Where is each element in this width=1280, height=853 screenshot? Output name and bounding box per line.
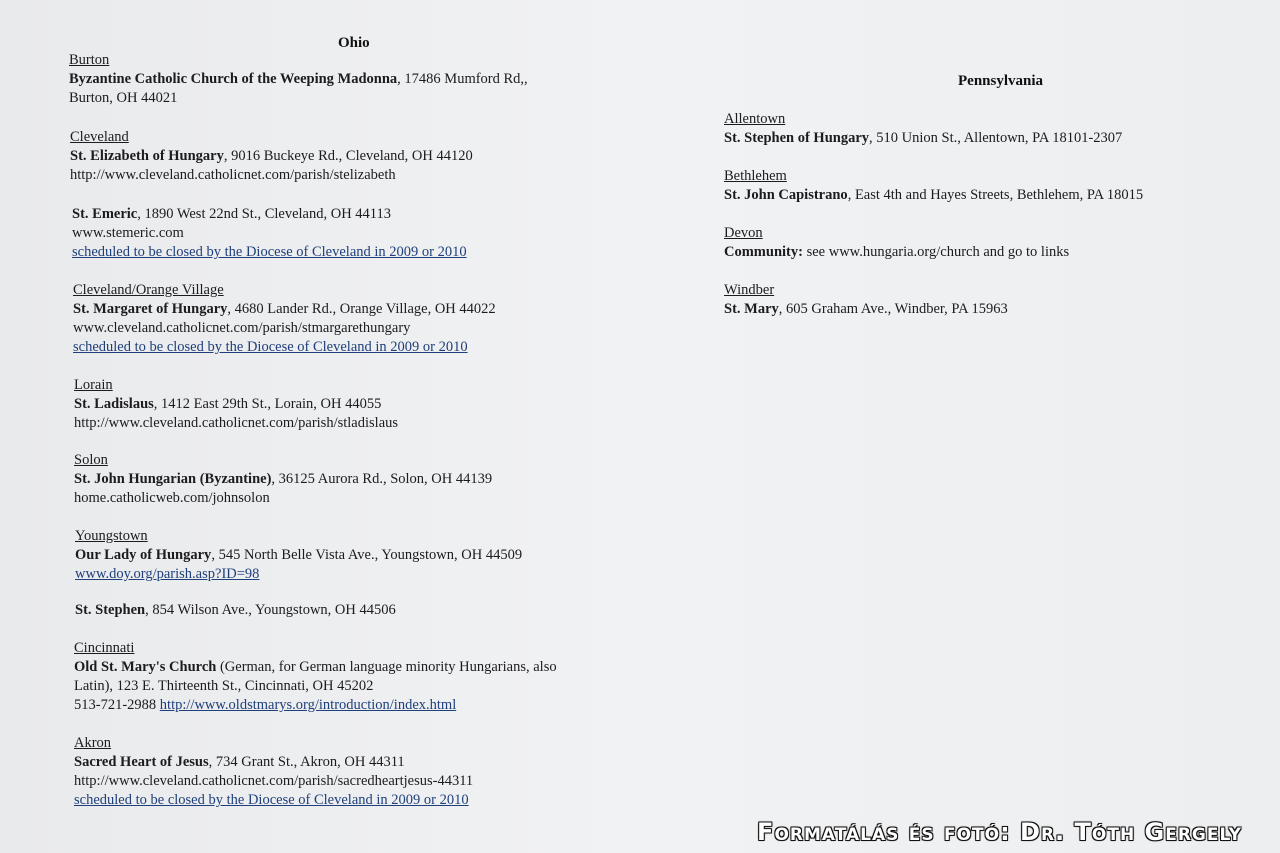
url-margaret: www.cleveland.catholicnet.com/parish/stmargarethungary bbox=[73, 320, 411, 336]
entry-cincinnati bbox=[74, 639, 557, 715]
city-solon: Solon bbox=[74, 452, 108, 468]
entry-cleveland-emeric bbox=[72, 205, 467, 262]
address-stephen-allentown: , 510 Union St., Allentown, PA 18101-2307 bbox=[869, 130, 1123, 146]
address-our-lady: , 545 North Belle Vista Ave., Youngstown, OH 44509 bbox=[211, 547, 523, 563]
phone-old-st-marys: 513-721-2988 bbox=[74, 697, 160, 713]
church-name-elizabeth: St. Elizabeth of Hungary bbox=[70, 148, 224, 164]
address-stephen-youngstown: , 854 Wilson Ave., Youngstown, OH 44506 bbox=[145, 602, 396, 618]
church-name-capistrano: St. John Capistrano bbox=[724, 187, 848, 203]
church-name-our-lady: Our Lady of Hungary bbox=[75, 547, 212, 563]
pennsylvania-heading: Pennsylvania bbox=[958, 73, 1044, 89]
church-name-burton: Byzantine Catholic Church of the Weeping Madonna bbox=[69, 71, 398, 87]
entry-allentown bbox=[724, 110, 1122, 148]
city-orange-village: Cleveland/Orange Village bbox=[73, 282, 224, 298]
address-margaret: , 4680 Lander Rd., Orange Village, OH 44022 bbox=[227, 301, 496, 317]
address-st-mary-windber: , 605 Graham Ave., Windber, PA 15963 bbox=[778, 301, 1008, 317]
address-emeric: , 1890 West 22nd St., Cleveland, OH 44113 bbox=[137, 206, 392, 222]
address-ladislaus: , 1412 East 29th St., Lorain, OH 44055 bbox=[153, 396, 382, 412]
church-name-st-mary-windber: St. Mary bbox=[724, 301, 779, 317]
entry-burton bbox=[69, 51, 528, 108]
church-name-stephen-youngstown: St. Stephen bbox=[75, 602, 146, 618]
church-name-emeric: St. Emeric bbox=[72, 206, 138, 222]
city-burton: Burton bbox=[69, 52, 110, 68]
address-old-st-marys: (German, for German language minority Hungarians, also bbox=[216, 659, 557, 675]
church-name-margaret: St. Margaret of Hungary bbox=[73, 301, 228, 317]
entry-youngstown-stephen bbox=[75, 601, 396, 620]
city-allentown: Allentown bbox=[724, 111, 786, 127]
address-burton: , 17486 Mumford Rd,, bbox=[397, 71, 528, 87]
church-name-ladislaus: St. Ladislaus bbox=[74, 396, 154, 412]
url-elizabeth: http://www.cleveland.catholicnet.com/parish/stelizabeth bbox=[70, 167, 396, 183]
church-name-sacred-heart: Sacred Heart of Jesus bbox=[74, 754, 209, 770]
entry-devon bbox=[724, 224, 1069, 262]
address-old-st-marys-line2: Latin), 123 E. Thirteenth St., Cincinnati, OH 45202 bbox=[74, 678, 374, 694]
url-ladislaus: http://www.cleveland.catholicnet.com/parish/stladislaus bbox=[74, 415, 399, 431]
entry-youngstown-lady bbox=[75, 527, 522, 584]
closure-note-margaret[interactable]: scheduled to be closed by the Diocese of Cleveland in 2009 or 2010 bbox=[73, 339, 468, 355]
city-devon: Devon bbox=[724, 225, 763, 241]
entry-akron bbox=[74, 734, 473, 810]
address-sacred-heart: , 734 Grant St., Akron, OH 44311 bbox=[208, 754, 405, 770]
city-akron: Akron bbox=[74, 735, 112, 751]
community-label-devon: Community: bbox=[724, 244, 803, 260]
address-capistrano: , East 4th and Hayes Streets, Bethlehem, PA 18015 bbox=[847, 187, 1144, 203]
address-elizabeth: , 9016 Buckeye Rd., Cleveland, OH 44120 bbox=[223, 148, 473, 164]
community-text-devon: see www.hungaria.org/church and go to links bbox=[802, 244, 1070, 260]
ohio-heading: Ohio bbox=[338, 35, 370, 51]
church-name-john-solon: St. John Hungarian (Byzantine) bbox=[74, 471, 272, 487]
closure-note-sacred-heart[interactable]: scheduled to be closed by the Diocese of Cleveland in 2009 or 2010 bbox=[74, 792, 469, 808]
entry-windber bbox=[724, 281, 1008, 319]
url-our-lady[interactable]: www.doy.org/parish.asp?ID=98 bbox=[75, 566, 260, 582]
entry-bethlehem bbox=[724, 167, 1143, 205]
church-name-old-st-marys: Old St. Mary's Church bbox=[74, 659, 217, 675]
city-cleveland: Cleveland bbox=[70, 129, 129, 145]
city-youngstown: Youngstown bbox=[75, 528, 148, 544]
address-burton-line2: Burton, OH 44021 bbox=[69, 90, 178, 106]
city-windber: Windber bbox=[724, 282, 775, 298]
closure-note-emeric[interactable]: scheduled to be closed by the Diocese of Cleveland in 2009 or 2010 bbox=[72, 244, 467, 260]
church-name-stephen-allentown: St. Stephen of Hungary bbox=[724, 130, 870, 146]
url-old-st-marys[interactable]: http://www.oldstmarys.org/introduction/index.html bbox=[159, 697, 457, 713]
city-cincinnati: Cincinnati bbox=[74, 640, 135, 656]
entry-cleveland-elizabeth bbox=[70, 128, 473, 185]
address-john-solon: , 36125 Aurora Rd., Solon, OH 44139 bbox=[271, 471, 493, 487]
entry-solon bbox=[74, 451, 492, 508]
entry-lorain bbox=[74, 376, 398, 433]
photo-credit-watermark: Formatálás és fotó: Dr. Tóth Gergely bbox=[757, 818, 1242, 846]
entry-orange-village bbox=[73, 281, 496, 357]
city-lorain: Lorain bbox=[74, 377, 113, 393]
city-bethlehem: Bethlehem bbox=[724, 168, 787, 184]
url-john-solon: home.catholicweb.com/johnsolon bbox=[74, 490, 270, 506]
url-sacred-heart: http://www.cleveland.catholicnet.com/parish/sacredheartjesus-44311 bbox=[74, 773, 474, 789]
url-emeric: www.stemeric.com bbox=[72, 225, 184, 241]
